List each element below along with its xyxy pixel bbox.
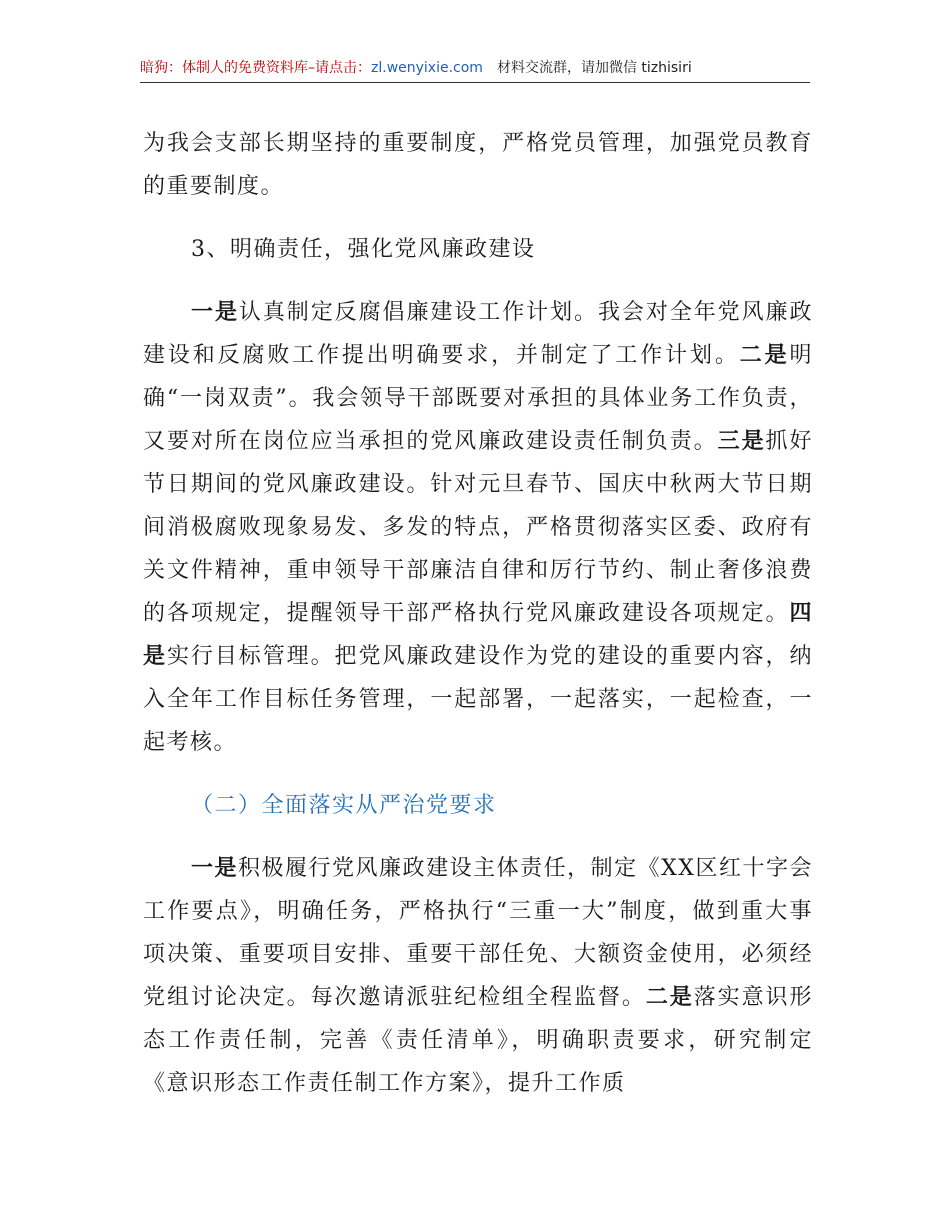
emphasis-second: 二是 [645, 984, 694, 1010]
text-first: 积极履行党风廉政建设主体责任，制定《XX区红十字会工作要点》，明确任务，严格执行“三重一大”制度，做到重大事项决策、重要项目安排、重要干部任免、大额资金使用，必须经党组讨论决定。每次邀请派驻纪检组全程监督。 [143, 856, 813, 1010]
text-second: 明确“一岗双责”。我会领导干部既要对承担的具体业务工作负责，又要对所在岗位应当承担的党风廉政建设责任制负责。 [143, 343, 813, 454]
header-group-info: 材料交流群，请加微信 tizhisiri [496, 60, 692, 76]
paragraph-strict-governance [143, 847, 813, 1105]
section-heading-2: （二）全面落实从严治党要求 [191, 793, 497, 818]
emphasis-first: 一是 [191, 855, 239, 881]
emphasis-third: 三是 [717, 428, 766, 454]
emphasis-second: 二是 [739, 342, 790, 368]
text-second: 落实意识形态工作责任制，完善《责任清单》，明确职责要求，研究制定《意识形态工作责任制工作方案》，提升工作质 [143, 985, 813, 1096]
page-header [140, 56, 810, 83]
document-body [143, 122, 813, 1105]
emphasis-fourth: 四是 [143, 600, 813, 669]
paragraph-responsibility [143, 291, 813, 764]
header-separator: –请点击： [308, 60, 371, 76]
text-fourth: 实行目标管理。把党风廉政建设作为党的建设的重要内容，纳入全年工作目标任务管理，一起部署，一起落实，一起检查，一起考核。 [143, 644, 813, 755]
paragraph-continuation: 为我会支部长期坚持的重要制度，严格党员管理，加强党员教育的重要制度。 [143, 131, 813, 199]
emphasis-first: 一是 [191, 299, 239, 325]
subheading-3: 3、明确责任，强化党风廉政建设 [191, 237, 536, 262]
text-third: 抓好节日期间的党风廉政建设。针对元旦春节、国庆中秋两大节日期间消极腐败现象易发、多发的特点，严格贯彻落实区委、政府有关文件精神，重申领导干部廉洁自律和厉行节约、制止奢侈浪费的各项规定，提醒领导干部严格执行党风廉政建设各项规定。 [143, 429, 813, 626]
header-url-link[interactable]: zl.wenyixie.com [371, 60, 483, 76]
text-first: 认真制定反腐倡廉建设工作计划。我会对全年党风廉政建设和反腐败工作提出明确要求，并制定了工作计划。 [143, 300, 813, 368]
header-promo: 暗狗：体制人的免费资料库 [140, 60, 308, 76]
